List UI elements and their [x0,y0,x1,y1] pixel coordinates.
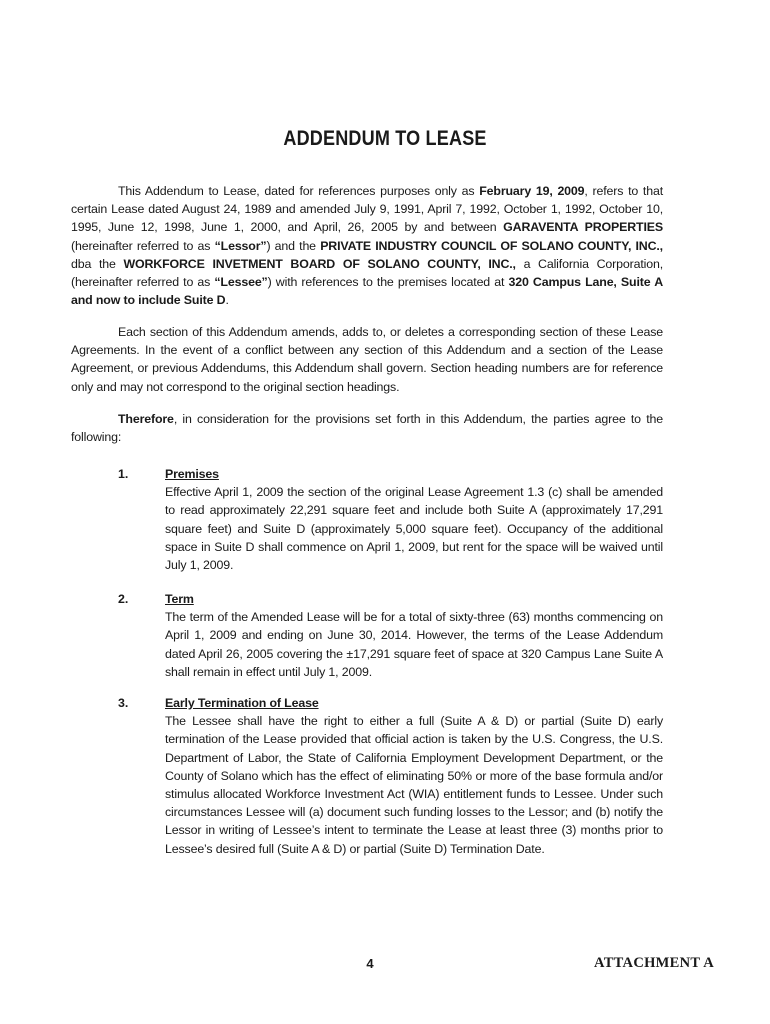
section-body: Effective April 1, 2009 the section of the original Lease Agreement 1.3 (c) shall be amended to read approximately 22,291 square feet and include both Suite A (approximately 17,291 square feet) and Suite D (approximately 5,000 square feet). Occupancy of the additional space in Suite D shall commence on April 1, 2009, but rent for the space will be waived until July 1, 2009. [165,485,663,573]
section-heading: Term [165,592,194,606]
governance-text: Each section of this Addendum amends, adds to, or deletes a corresponding section of these Lease Agreements. In the event of a conflict between any section of this Addendum and a section of the Lease Agreement, or previous Addendums, this Addendum shall govern. Section heading numbers are for reference only and may not correspond to the original section headings. [71,325,663,394]
governance-paragraph [71,323,663,396]
intro-text-7: ) with references to the premises located at [267,275,509,290]
premises-address: 320 Campus Lane, Suite A and now to include Suite D [71,275,664,308]
lessee-term: “Lessee” [214,275,268,290]
section-early-termination [165,694,663,858]
intro-text-8: . [225,293,229,308]
intro-text-6: a California Corporation, (hereinafter referred to as [71,256,663,290]
section-heading: Premises [165,467,219,481]
therefore-paragraph [71,410,663,446]
intro-text-2: , refers to that certain Lease dated August 24, 1989 and amended July 9, 1991, April 7, 1992, October 1, 1992, October 10, 1995, June 12, 1998, June 1, 2000, and April, 26, 2005 by and between [71,184,663,235]
section-term [165,590,663,681]
section-premises [165,465,663,574]
intro-text-1: This Addendum to Lease, dated for references purposes only as [118,184,480,198]
attachment-label: ATTACHMENT A [594,955,715,971]
intro-text-5: dba the [71,256,124,271]
section-body: The term of the Amended Lease will be for a total of sixty-three (63) months commencing on April 1, 2009 and ending on June 30, 2014. However, the terms of the Lease Addendum dated April 26, 2005 covering the ±17,291 square feet of space at 320 Campus Lane Suite A shall remain in effect until July 1, 2009. [165,610,663,679]
intro-text-3: (hereinafter referred to as [71,238,215,253]
addendum-date: February 19, 2009 [479,184,585,198]
section-heading: Early Termination of Lease [165,696,319,710]
section-body: The Lessee shall have the right to either a full (Suite A & D) or partial (Suite D) early termination of the Lease provided that official action is taken by the U.S. Congress, the U.S. Department of Labor, the State of California Employment Development Department, or the County of Solano which has the effect of eliminating 50% or more of the base formula and/or stimulus allocated Workforce Investment Act (WIA) entitlement funds to Lessee. Under such circumstances Lessee will (a) document such funding losses to the Lessor; and (b) notify the Lessor in writing of Lessee’s intent to terminate the Lease at least three (3) months prior to Lessee’s desired full (Suite A & D) or partial (Suite D) Termination Date. [165,714,663,856]
page-number: 4 [366,956,374,971]
lessee-name: PRIVATE INDUSTRY COUNCIL OF SOLANO COUNTY, INC., [320,238,663,253]
therefore-text: , in consideration for the provisions set forth in this Addendum, the parties agree to the following: [71,412,663,445]
lessor-name: GARAVENTA PROPERTIES [503,220,663,235]
intro-text-4: ) and the [266,238,321,253]
section-number: 2. [118,592,129,606]
intro-paragraph [71,182,663,309]
therefore-lead: Therefore [118,412,174,426]
section-number: 3. [118,696,129,710]
document-title: ADDENDUM TO LEASE [283,127,487,150]
dba-name: WORKFORCE INVETMENT BOARD OF SOLANO COUNTY, INC., [123,256,516,271]
section-number: 1. [118,467,129,481]
lessor-term: “Lessor” [214,238,267,253]
